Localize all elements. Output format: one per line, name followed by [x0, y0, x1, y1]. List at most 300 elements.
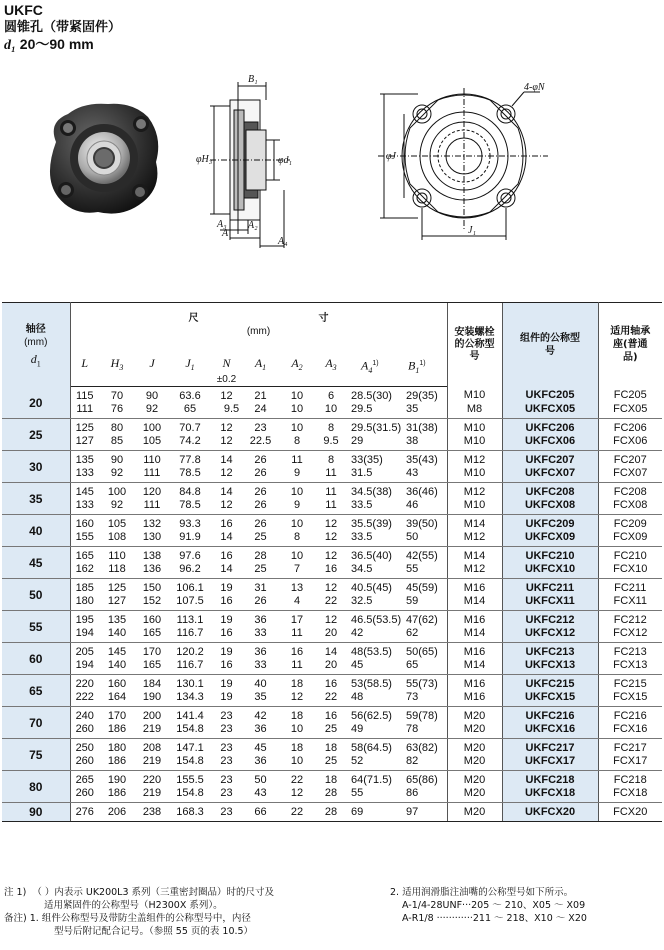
- note2-line3: A-R1/8 ············211 ～ 218、X10 ～ X20: [402, 913, 587, 924]
- cell-bolt: M10: [447, 435, 502, 451]
- cell-n: 16: [211, 595, 242, 611]
- cell-j: 150: [142, 581, 162, 594]
- shaft-diameter: 40: [2, 514, 70, 546]
- cell-n: 14: [211, 531, 242, 547]
- cell-l: 162: [70, 563, 99, 579]
- cell-b1: 59(78): [406, 709, 438, 722]
- cell-b1: 55: [402, 563, 447, 579]
- cell-l: 194: [70, 659, 99, 675]
- cell-unit-number: UKFCX06: [502, 435, 598, 451]
- header-dims-char1: 尺: [188, 312, 199, 324]
- table-row: [2, 499, 662, 515]
- cell-n: 16: [220, 549, 233, 562]
- cell-housing: FC207: [613, 453, 647, 466]
- cell-housing: FCX18: [598, 787, 662, 803]
- cell-bolt: M16: [447, 642, 502, 659]
- cell-a2: 17: [290, 613, 304, 626]
- cell-h3: 190: [107, 773, 127, 786]
- cell-b1: 65: [402, 659, 447, 675]
- cell-h3: 170: [107, 709, 127, 722]
- header-shaft: [2, 303, 70, 387]
- cell-l: 155: [70, 531, 99, 547]
- cell-a4: 48: [347, 691, 402, 707]
- table-row: [2, 802, 662, 821]
- table-row: [2, 531, 662, 547]
- cell-h3: 125: [107, 581, 127, 594]
- remark-label: 备注): [4, 913, 27, 924]
- cell-bolt: M12: [447, 482, 502, 499]
- cell-j1: 116.7: [169, 659, 211, 675]
- table-row: [2, 418, 662, 435]
- cell-bolt: M14: [447, 659, 502, 675]
- cell-unit-number: UKFC207: [502, 450, 598, 467]
- cell-a4: 52: [347, 755, 402, 771]
- cell-j1: 107.5: [169, 595, 211, 611]
- cell-h3: 92: [99, 467, 135, 483]
- dim-holes-label: 4-φN: [524, 82, 545, 93]
- cell-n: 16: [220, 517, 233, 530]
- dim-B1-label: B₁: [248, 74, 258, 85]
- cell-a3: 20: [315, 627, 347, 643]
- cell-a3: 22: [315, 691, 347, 707]
- cell-a1: 45: [254, 741, 267, 754]
- cell-n: 14: [220, 485, 233, 498]
- cell-l: 133: [70, 467, 99, 483]
- cell-j1: 65: [169, 403, 211, 419]
- header-dim-j: J: [135, 353, 169, 387]
- cell-a1: 26: [242, 499, 279, 515]
- cell-a2: 22: [279, 802, 315, 821]
- cell-unit-number: UKFCX17: [502, 755, 598, 771]
- cell-j1: 154.8: [169, 787, 211, 803]
- cell-housing: FC210: [613, 549, 647, 562]
- cell-a1: 26: [254, 517, 267, 530]
- cell-a3: 11: [315, 499, 347, 515]
- table-row: [2, 546, 662, 563]
- cell-a2: 12: [279, 787, 315, 803]
- cell-housing: FC218: [613, 773, 647, 786]
- cell-a4: 29.5: [347, 403, 402, 419]
- cell-n: 14: [211, 563, 242, 579]
- cell-a4: 35.5(39): [351, 517, 392, 530]
- cell-a3: 20: [315, 659, 347, 675]
- cell-a3: 12: [324, 549, 338, 562]
- cell-a4: 48(53.5): [351, 645, 392, 658]
- cell-unit-number: UKFC208: [502, 482, 598, 499]
- cell-a4: 49: [347, 723, 402, 739]
- header-bolt: 安装螺栓的公称型号: [447, 303, 502, 387]
- cell-n: 12: [211, 467, 242, 483]
- cell-unit-number: UKFC217: [502, 738, 598, 755]
- cell-j: 219: [135, 787, 169, 803]
- shaft-diameter: 70: [2, 706, 70, 738]
- cell-l: 260: [70, 723, 99, 739]
- cell-a4: 32.5: [347, 595, 402, 611]
- page-header: [4, 2, 121, 54]
- cell-n: 14: [220, 453, 233, 466]
- header-dims-char2: 寸: [318, 312, 329, 324]
- cell-j: 219: [135, 755, 169, 771]
- cell-j1: 106.1: [176, 581, 204, 594]
- cell-housing: FC209: [613, 517, 647, 530]
- cell-a3: 12: [315, 531, 347, 547]
- cell-j1: 130.1: [176, 677, 204, 690]
- cell-unit-number: UKFC206: [502, 418, 598, 435]
- table-row: [2, 755, 662, 771]
- header-dim-n: N ±0.2: [211, 353, 242, 387]
- cell-h3: 127: [99, 595, 135, 611]
- header-dims: [70, 303, 447, 325]
- note1-line2: 适用紧固件的公称型号（H2300X 系列）。: [44, 900, 223, 911]
- cell-j: 110: [143, 453, 161, 466]
- cell-j1: 78.5: [169, 499, 211, 515]
- cell-housing: FCX13: [598, 659, 662, 675]
- cell-a1: 40: [254, 677, 267, 690]
- cell-l: 194: [70, 627, 99, 643]
- cell-j1: 93.3: [179, 517, 201, 530]
- cell-b1: 86: [402, 787, 447, 803]
- cell-b1: 62: [402, 627, 447, 643]
- header-dim-l: L: [70, 353, 99, 387]
- cell-a2: 10: [290, 421, 304, 434]
- cell-j1: 134.3: [169, 691, 211, 707]
- cell-n: 12: [211, 435, 242, 451]
- cell-a3: 18: [324, 773, 338, 786]
- cell-j: 120: [142, 485, 162, 498]
- dim-J1-label: J₁: [468, 225, 476, 236]
- cell-a4: 29: [347, 435, 402, 451]
- cell-n: 23: [211, 802, 242, 821]
- cell-a1: 26: [242, 595, 279, 611]
- cell-unit-number: UKFC211: [502, 578, 598, 595]
- header-housing: 适用轴承座(普通品): [598, 303, 662, 387]
- table-row: [2, 723, 662, 739]
- cell-housing: FC212: [613, 613, 647, 626]
- cell-a2: 10: [290, 517, 304, 530]
- cell-unit-number: UKFC212: [502, 610, 598, 627]
- cell-j1: 120.2: [176, 645, 204, 658]
- cell-j: 111: [135, 499, 169, 515]
- cell-unit-number: UKFC209: [502, 514, 598, 531]
- cell-a4: 55: [347, 787, 402, 803]
- cell-j: 165: [135, 659, 169, 675]
- series-subtitle: 圆锥孔（带紧固件）: [4, 20, 122, 35]
- cell-j1: 91.9: [169, 531, 211, 547]
- cell-b1: 50(65): [406, 645, 438, 658]
- cell-a4: 29.5(31.5): [351, 421, 402, 434]
- cell-b1: 36(46): [406, 485, 438, 498]
- cell-l: 135: [75, 453, 94, 466]
- cell-a2: 9: [279, 499, 315, 515]
- cell-l: 133: [70, 499, 99, 515]
- cell-housing: FC205: [613, 389, 647, 401]
- header-shaft-label: 轴径: [25, 323, 46, 335]
- cell-j: 105: [135, 435, 169, 451]
- cell-j1: 74.2: [169, 435, 211, 451]
- cell-l: 195: [75, 613, 94, 626]
- cell-a3: 12: [324, 517, 338, 530]
- cell-l: 160: [75, 517, 94, 530]
- shaft-diameter: 30: [2, 450, 70, 482]
- cell-unit-number: UKFCX16: [502, 723, 598, 739]
- cell-bolt: M8: [447, 403, 502, 419]
- cell-l: 165: [75, 549, 94, 562]
- cell-a3: 10: [315, 403, 347, 419]
- note1-label: 注 1): [4, 887, 27, 898]
- cell-n: 23: [211, 787, 242, 803]
- cell-bolt: M12: [447, 450, 502, 467]
- header-dim-j1: $J_1$: [169, 353, 211, 387]
- cell-l: 222: [70, 691, 99, 707]
- cell-a1: 35: [242, 691, 279, 707]
- cell-unit-number: UKFCX07: [502, 467, 598, 483]
- cell-a2: 13: [290, 581, 304, 594]
- shaft-diameter: 80: [2, 770, 70, 802]
- table-row: [2, 563, 662, 579]
- cell-j1: 147.1: [176, 741, 204, 754]
- table-row: [2, 595, 662, 611]
- cell-j: 170: [142, 645, 162, 658]
- cell-j: 208: [142, 741, 162, 754]
- dim-A4-label: A₄: [278, 236, 288, 247]
- cell-l: 205: [75, 645, 94, 658]
- cell-a4: 33(35): [351, 453, 383, 466]
- header-dim-a3: $A_3$: [315, 353, 347, 387]
- cell-unit-number: UKFC218: [502, 770, 598, 787]
- cell-j: 100: [142, 421, 162, 434]
- spec-table: [2, 302, 662, 822]
- cell-a2: 10: [290, 485, 304, 498]
- table-row: [2, 738, 662, 755]
- cell-a4: 58(64.5): [351, 741, 392, 754]
- cell-a1: 50: [254, 773, 267, 786]
- cell-j: 138: [142, 549, 162, 562]
- remark-line2: 型号后附记配合记号。（参照 55 页的表 10.5）: [54, 926, 254, 937]
- cell-a3: 12: [324, 581, 338, 594]
- table-row: [2, 610, 662, 627]
- notes-right: [390, 886, 587, 925]
- cell-a3: 14: [324, 645, 338, 658]
- cell-bolt: M14: [447, 514, 502, 531]
- cell-j: 160: [142, 613, 162, 626]
- cell-h3: 135: [107, 613, 127, 626]
- cell-unit-number: UKFCX20: [502, 802, 598, 821]
- cell-bolt: M10: [447, 499, 502, 515]
- shaft-diameter: 55: [2, 610, 70, 642]
- cell-bolt: M16: [447, 578, 502, 595]
- cell-unit-number: UKFCX15: [502, 691, 598, 707]
- cell-unit-number: UKFC213: [502, 642, 598, 659]
- cell-unit-number: UKFC210: [502, 546, 598, 563]
- cell-j1: 96.2: [169, 563, 211, 579]
- cell-b1: 35: [402, 403, 447, 419]
- cell-j: 130: [135, 531, 169, 547]
- cell-n: 19: [211, 691, 242, 707]
- cell-j: 152: [135, 595, 169, 611]
- cell-a4: 40.5(45): [351, 581, 392, 594]
- cell-l: 265: [75, 773, 94, 786]
- cell-j: 220: [142, 773, 162, 786]
- cell-a3: 28: [315, 787, 347, 803]
- cell-n: 23: [220, 773, 233, 786]
- cell-l: 111: [70, 403, 99, 419]
- cell-j: 200: [142, 709, 162, 722]
- cell-a1: 43: [242, 787, 279, 803]
- cell-b1: 73: [402, 691, 447, 707]
- cell-bolt: M20: [447, 770, 502, 787]
- cell-b1: 47(62): [406, 613, 438, 626]
- dim-J-label: φJ: [386, 151, 396, 162]
- cell-housing: FC216: [613, 709, 647, 722]
- cell-h3: 180: [107, 741, 127, 754]
- dim-d1-label: φd₁: [278, 155, 293, 166]
- cell-j1: 84.8: [179, 485, 201, 498]
- cell-b1: 29(35): [406, 389, 438, 402]
- cell-a4: 53(58.5): [351, 677, 392, 690]
- cell-a3: 22: [315, 595, 347, 611]
- cell-l: 260: [70, 787, 99, 803]
- cell-j1: 168.3: [169, 802, 211, 821]
- cell-a4: 42: [347, 627, 402, 643]
- table-row: [2, 787, 662, 803]
- cell-j: 90: [145, 389, 159, 402]
- cell-a3: 8: [327, 421, 335, 434]
- cell-housing: FC211: [614, 581, 647, 594]
- cell-housing: FCX08: [598, 499, 662, 515]
- cell-b1: 97: [402, 802, 447, 821]
- cell-n: 12: [211, 499, 242, 515]
- shaft-diameter: 90: [2, 802, 70, 821]
- cell-h3: 186: [99, 787, 135, 803]
- cell-a4: 33.5: [347, 531, 402, 547]
- cell-n: 23: [220, 741, 233, 754]
- shaft-diameter: 45: [2, 546, 70, 578]
- cell-unit-number: UKFC205: [502, 386, 598, 403]
- table-row: [2, 482, 662, 499]
- cell-a2: 11: [279, 627, 315, 643]
- cell-bolt: M16: [447, 674, 502, 691]
- note2-line2: A-1/4-28UNF···205 ～ 210、X05 ～ X09: [402, 900, 586, 911]
- cell-j1: 78.5: [169, 467, 211, 483]
- cell-h3: 100: [107, 485, 127, 498]
- cell-j: 238: [135, 802, 169, 821]
- cell-j: 184: [142, 677, 162, 690]
- header-unit: 组件的公称型号: [502, 303, 598, 387]
- cell-a4: 31.5: [347, 467, 402, 483]
- cell-n: 19: [220, 677, 233, 690]
- cell-j: 136: [135, 563, 169, 579]
- cell-housing: FCX20: [598, 802, 662, 821]
- cell-bolt: M20: [447, 802, 502, 821]
- cell-h3: 76: [99, 403, 135, 419]
- cell-a1: 33: [242, 659, 279, 675]
- cell-housing: FCX07: [598, 467, 662, 483]
- cell-a3: 6: [327, 389, 335, 402]
- cell-j1: 97.6: [179, 549, 201, 562]
- cell-j1: 116.7: [169, 627, 211, 643]
- cell-a1: 24: [242, 403, 279, 419]
- cell-a1: 36: [254, 645, 267, 658]
- table-row: [2, 706, 662, 723]
- table-row: [2, 450, 662, 467]
- cell-housing: FCX17: [598, 755, 662, 771]
- cell-j1: 141.4: [176, 709, 204, 722]
- cell-a1: 36: [242, 723, 279, 739]
- cell-a1: 23: [254, 421, 267, 434]
- header-dim-a1: $A_1$: [242, 353, 279, 387]
- table-row: [2, 674, 662, 691]
- header-dim-b1: $B_1^{1)}$: [402, 353, 447, 387]
- shaft-diameter: 60: [2, 642, 70, 674]
- cell-l: 185: [75, 581, 94, 594]
- cell-a3: 12: [324, 613, 338, 626]
- cell-a3: 16: [315, 563, 347, 579]
- dim-A3-label: A₃: [217, 219, 227, 230]
- cell-a4: 46.5(53.5): [351, 613, 402, 626]
- cell-unit-number: UKFCX12: [502, 627, 598, 643]
- table-row: [2, 627, 662, 643]
- cell-a3: 16: [324, 677, 338, 690]
- cell-b1: 55(73): [406, 677, 438, 690]
- cell-b1: 42(55): [406, 549, 438, 562]
- cell-bolt: M14: [447, 595, 502, 611]
- cell-h3: 110: [108, 549, 126, 562]
- cell-a1: 22.5: [242, 435, 279, 451]
- shaft-diameter: 75: [2, 738, 70, 770]
- cell-a1: 36: [242, 755, 279, 771]
- cell-b1: 31(38): [406, 421, 438, 434]
- cell-j1: 154.8: [169, 723, 211, 739]
- cell-j1: 70.7: [179, 421, 201, 434]
- cell-a1: 28: [254, 549, 267, 562]
- cell-b1: 63(82): [406, 741, 438, 754]
- cell-h3: 140: [99, 627, 135, 643]
- cell-a1: 36: [254, 613, 267, 626]
- cell-a3: 9.5: [315, 435, 347, 451]
- table-row: [2, 514, 662, 531]
- header-shaft-unit: (mm): [24, 336, 48, 348]
- cell-l: 127: [70, 435, 99, 451]
- table-row: [2, 659, 662, 675]
- cell-a3: 25: [315, 723, 347, 739]
- header-dim-a2: $A_2$: [279, 353, 315, 387]
- cell-bolt: M10: [447, 467, 502, 483]
- cell-a1: 31: [254, 581, 267, 594]
- cell-b1: 43: [402, 467, 447, 483]
- cell-unit-number: UKFCX10: [502, 563, 598, 579]
- side-section-drawing: [190, 70, 300, 252]
- cell-a1: 21: [254, 389, 267, 402]
- cell-a4: 34.5(38): [351, 485, 392, 498]
- cell-bolt: M20: [447, 706, 502, 723]
- cell-j: 132: [142, 517, 162, 530]
- cell-n: 19: [220, 645, 233, 658]
- table-row: [2, 403, 662, 419]
- cell-a4: 36.5(40): [351, 549, 392, 562]
- cell-bolt: M14: [447, 546, 502, 563]
- table-row: [2, 691, 662, 707]
- cell-j1: 113.1: [176, 613, 204, 626]
- cell-b1: 78: [402, 723, 447, 739]
- cell-a3: 25: [315, 755, 347, 771]
- cell-l: 240: [75, 709, 94, 722]
- table-row: [2, 467, 662, 483]
- cell-unit-number: UKFC215: [502, 674, 598, 691]
- cell-a1: 26: [254, 485, 267, 498]
- cell-housing: FCX12: [598, 627, 662, 643]
- header-shaft-symbol: $d_1$: [30, 351, 41, 369]
- cell-unit-number: UKFCX08: [502, 499, 598, 515]
